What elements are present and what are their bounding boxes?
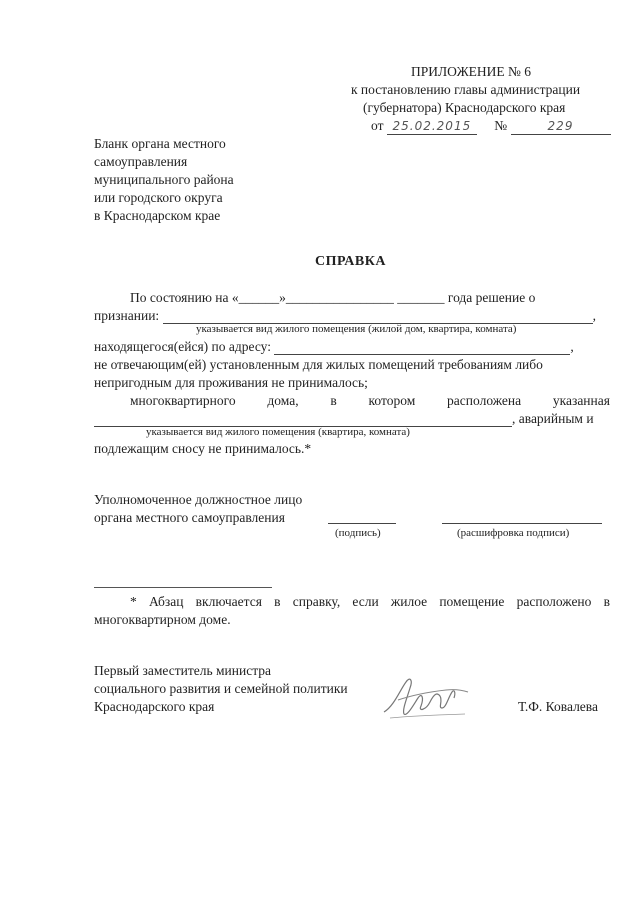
- p2-word-4: котором: [368, 393, 416, 408]
- issuer-line-5: в Краснодарском крае: [94, 208, 221, 223]
- signatory-line-2: социального развития и семейной политики: [94, 681, 348, 696]
- issuer-line-2: самоуправления: [94, 154, 188, 169]
- appendix-title: ПРИЛОЖЕНИЕ № 6: [411, 64, 532, 79]
- p2-word-5: расположена: [447, 393, 522, 408]
- p2-word-6: указанная: [552, 393, 610, 408]
- issuer-line-4: или городского округа: [94, 190, 223, 205]
- footnote-separator: [94, 587, 272, 588]
- p1-line-1: По состоянию на «______»________________ _______ года решение о: [130, 290, 536, 305]
- date-handwritten: 25.02.2015: [392, 119, 472, 133]
- signatory-line-3: Краснодарского края: [94, 699, 215, 714]
- date-prefix: от: [371, 118, 384, 133]
- p2-word-2: дома,: [267, 393, 299, 408]
- address-field: [274, 341, 570, 355]
- hint-dwelling-type: указывается вид жилого помещения (жилой дом, квартира, комната): [196, 323, 517, 335]
- number-prefix: №: [494, 118, 508, 133]
- date-field: [387, 118, 477, 135]
- signature-caption: (подпись): [335, 527, 381, 539]
- address-label: находящегося(ейся) по адресу:: [94, 339, 271, 354]
- p2-line-3: подлежащим сносу не принималось.*: [94, 441, 312, 456]
- handwritten-signature: [380, 670, 475, 725]
- p1-line-3: [94, 339, 574, 355]
- comma: ,: [592, 308, 596, 323]
- decoding-line: [442, 523, 602, 524]
- signatory-line-1: Первый заместитель министра: [94, 663, 272, 678]
- recognition-label: признании:: [94, 308, 160, 323]
- signatory-name: Т.Ф. Ковалева: [518, 699, 598, 714]
- emergency-text: , аварийным и: [512, 411, 594, 426]
- number-handwritten: 229: [547, 119, 574, 133]
- number-field: [511, 118, 611, 135]
- dwelling-type-field-2: [94, 413, 512, 427]
- issuer-line-3: муниципального района: [94, 172, 234, 187]
- header-line-2: (губернатора) Краснодарского края: [363, 100, 566, 115]
- signature-line: [328, 523, 396, 524]
- p2-line-1: [130, 393, 610, 409]
- official-line-2: органа местного самоуправления: [94, 510, 285, 525]
- header-line-1: к постановлению главы администрации: [351, 82, 581, 97]
- decoding-caption: (расшифровка подписи): [457, 527, 570, 539]
- footnote-line-2: многоквартирном доме.: [94, 612, 231, 627]
- p2-word-1: многоквартирного: [130, 393, 236, 408]
- document-title: СПРАВКА: [315, 254, 386, 269]
- header-date-line: [371, 118, 611, 135]
- footnote-line-1: * Абзац включается в справку, если жилое помещение расположено в: [130, 594, 610, 609]
- p1-line-2: [94, 308, 596, 324]
- address-comma: ,: [570, 339, 574, 354]
- p2-word-3: в: [330, 393, 337, 408]
- p1-line-5: непригодным для проживания не принималось;: [94, 375, 368, 390]
- dwelling-type-field: [163, 310, 593, 324]
- official-line-1: Уполномоченное должностное лицо: [94, 492, 303, 507]
- hint-dwelling-type-2: указывается вид жилого помещения (квартира, комната): [146, 426, 410, 438]
- p1-line-4: не отвечающим(ей) установленным для жилых помещений требованиям либо: [94, 357, 543, 372]
- p2-line-2: [94, 411, 594, 427]
- issuer-line-1: Бланк органа местного: [94, 136, 226, 151]
